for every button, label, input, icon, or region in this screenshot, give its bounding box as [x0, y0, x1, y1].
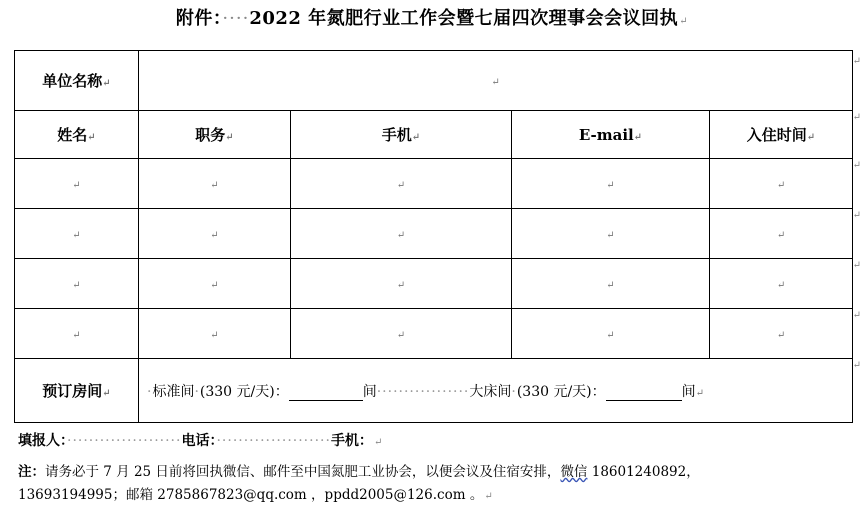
email-cell[interactable]: ↵ [512, 259, 710, 309]
mobile-cell[interactable]: ↵ [291, 259, 512, 309]
row-end-mark: ↵ [852, 260, 861, 271]
room-row [15, 359, 853, 423]
unit-name-field[interactable]: ↵ [139, 51, 853, 111]
large-room-label: 大床间 [469, 383, 512, 400]
header-row [15, 111, 853, 159]
email-cell[interactable]: ↵ [512, 309, 710, 359]
wechat-label: 微信 [560, 464, 588, 480]
standard-room-count-input[interactable] [289, 384, 363, 401]
row-end-mark: ↵ [852, 210, 861, 221]
title-dots: ···· [222, 8, 250, 29]
filler-blank[interactable]: ····················· [67, 433, 182, 449]
position-cell[interactable]: ↵ [139, 309, 291, 359]
name-cell[interactable]: ↵ [15, 259, 139, 309]
position-cell[interactable]: ↵ [139, 259, 291, 309]
room-booking-field: ·标准间·(330 元/天)： 间·················大床间·(330 元/天)： 间↵ [139, 359, 853, 423]
table-row [15, 309, 853, 359]
mobile-label: 手机： [330, 433, 373, 449]
name-cell[interactable]: ↵ [15, 309, 139, 359]
email-separator: ， [306, 487, 325, 503]
table-row [15, 159, 853, 209]
row-end-mark: ↵ [852, 112, 861, 123]
email-1: 2785867823@qq.com [157, 487, 307, 503]
phone-number-2: 13693194995； [18, 487, 126, 503]
standard-room-label: 标准间 [152, 383, 195, 400]
wechat-number: 18601240892， [587, 464, 700, 480]
paragraph-mark: ↵ [679, 16, 689, 27]
filler-label: 填报人： [18, 433, 67, 449]
col-header-name: 姓名↵ [15, 111, 139, 159]
name-cell[interactable]: ↵ [15, 209, 139, 259]
unit-row [15, 51, 853, 111]
row-end-mark: ↵ [852, 56, 861, 67]
note-paragraph: 注：请务必于 7 月 25 日前将回执微信、邮件至中国氮肥工业协会，以便会议及住宿安排，微信 18601240892， 13693194995；邮箱 2785867823@qq.com ，ppdd2005@126.com 。↵ [18, 464, 700, 503]
table-row [15, 209, 853, 259]
phone-blank[interactable]: ····················· [216, 433, 331, 449]
checkin-cell[interactable]: ↵ [710, 209, 853, 259]
email-cell[interactable]: ↵ [512, 209, 710, 259]
large-room-price: (330 元/天)： [516, 383, 606, 400]
mail-label: 邮箱 [125, 487, 158, 503]
col-header-position: 职务↵ [139, 111, 291, 159]
title-text: 2022 年氮肥行业工作会暨七届四次理事会会议回执 [249, 8, 679, 29]
note-label: 注： [18, 464, 45, 480]
registration-table [14, 50, 853, 423]
document-title [0, 4, 864, 30]
large-room-unit: 间 [681, 383, 696, 400]
unit-name-label: 单位名称↵ [15, 51, 139, 111]
room-booking-label: 预订房间↵ [15, 359, 139, 423]
mobile-cell[interactable]: ↵ [291, 209, 512, 259]
row-end-mark: ↵ [852, 310, 861, 321]
mobile-cell[interactable]: ↵ [291, 309, 512, 359]
note-end: 。 [465, 487, 484, 503]
position-cell[interactable]: ↵ [139, 159, 291, 209]
name-cell[interactable]: ↵ [15, 159, 139, 209]
col-header-mobile: 手机↵ [291, 111, 512, 159]
standard-room-unit: 间 [362, 383, 377, 400]
large-room-count-input[interactable] [606, 384, 682, 401]
row-end-mark: ↵ [852, 360, 861, 371]
email-cell[interactable]: ↵ [512, 159, 710, 209]
table-row [15, 259, 853, 309]
checkin-cell[interactable]: ↵ [710, 309, 853, 359]
title-prefix: 附件： [175, 8, 223, 29]
email-2: ppdd2005@126.com [324, 487, 466, 503]
col-header-email: E-mail↵ [512, 111, 710, 159]
col-header-checkin: 入住时间↵ [710, 111, 853, 159]
mobile-cell[interactable]: ↵ [291, 159, 512, 209]
phone-label: 电话： [181, 433, 217, 449]
note-text: 请务必于 7 月 25 日前将回执微信、邮件至中国氮肥工业协会，以便会议及住宿安排， [45, 464, 561, 480]
checkin-cell[interactable]: ↵ [710, 159, 853, 209]
position-cell[interactable]: ↵ [139, 209, 291, 259]
checkin-cell[interactable]: ↵ [710, 259, 853, 309]
standard-room-price: (330 元/天)： [199, 383, 289, 400]
row-end-mark: ↵ [852, 160, 861, 171]
filler-info-line: 填报人：·····················电话：·····················手机：↵ [18, 433, 383, 449]
